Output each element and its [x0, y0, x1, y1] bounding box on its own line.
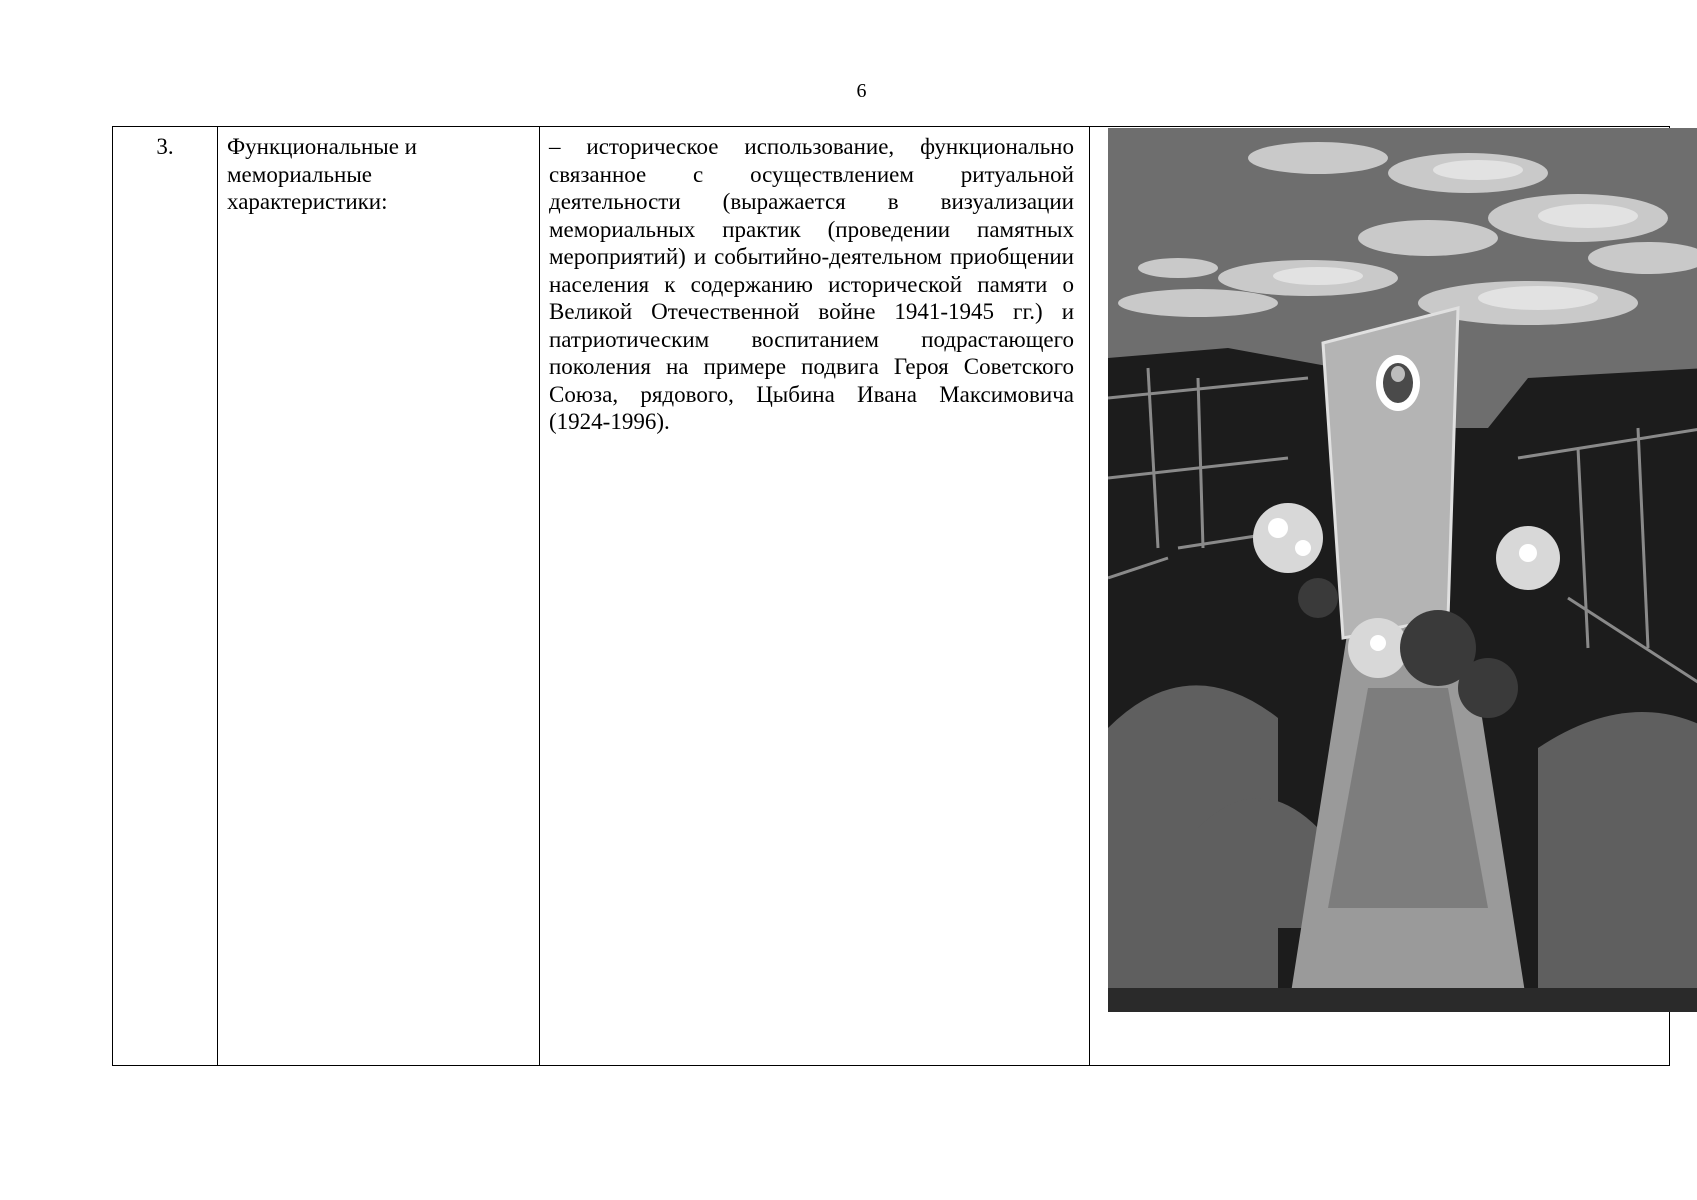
row-description-cell	[540, 127, 1090, 1066]
grave-monument-photo-icon	[1108, 128, 1697, 1012]
page-number: 6	[856, 80, 867, 102]
row-photo-cell	[1090, 127, 1670, 1066]
table-row	[113, 127, 1670, 1066]
characteristics-table	[112, 126, 1670, 1066]
row-description: – историческое использование, функционально связанное с осуществлением ритуальной деятельности (выражается в визуализации мемориальных практик (проведении памятных мероприятий) и событийно-деятельном приобщении населения к содержанию исторической памяти о Великой Отечественной войне 1941-1945 гг.) и патриотическим воспитанием подрастающего поколения на примере подвига Героя Советского Союза, рядового, Цыбина Ивана Максимовича (1924-1996).	[549, 134, 1074, 434]
row-name: Функциональные и мемориальные характеристики:	[218, 127, 540, 1066]
row-number: 3.	[113, 127, 218, 1066]
